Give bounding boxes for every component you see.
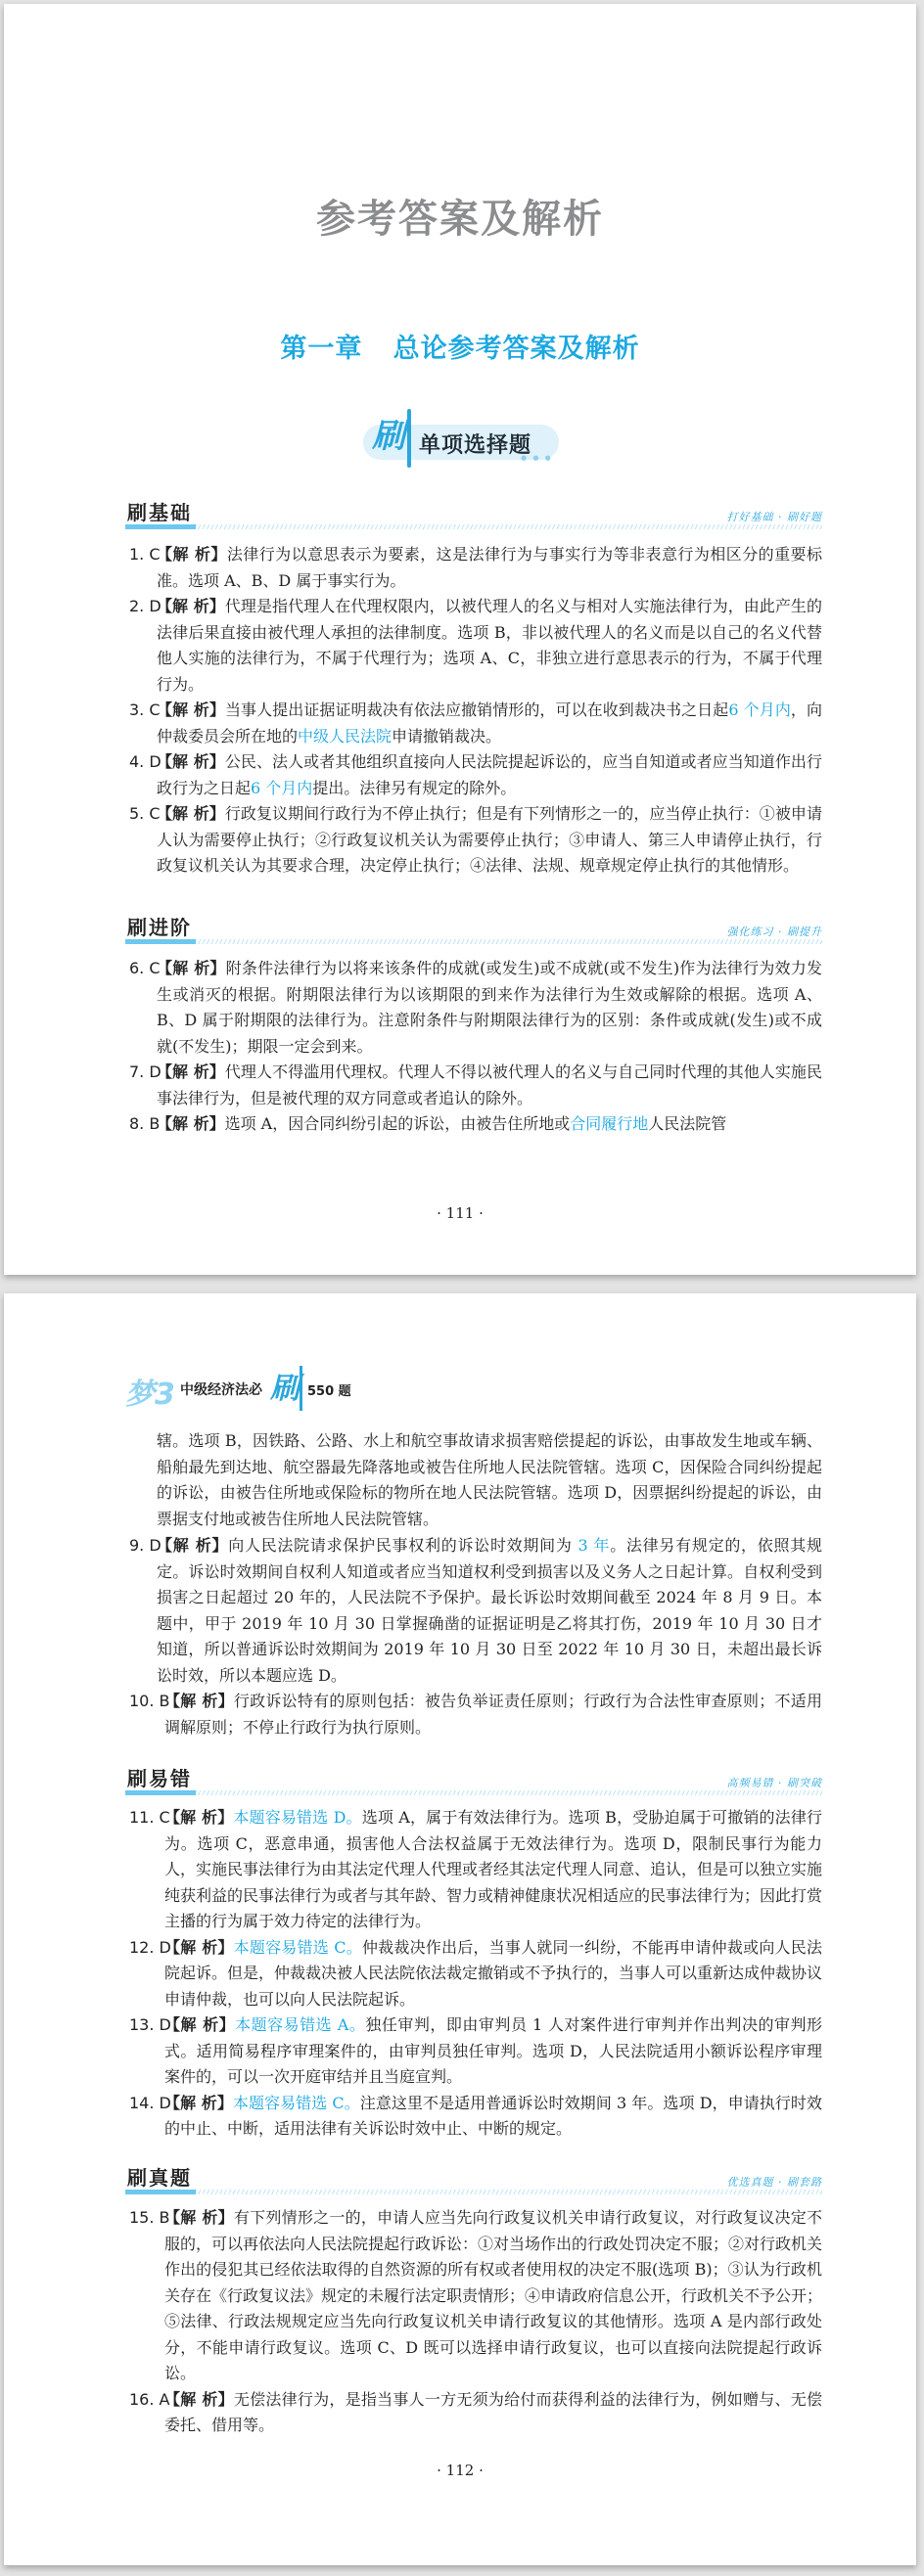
badge-label: 单项选择题 xyxy=(419,433,532,458)
highlighted-text: 本题容易错选 D。 xyxy=(233,1808,362,1827)
analysis-tag: 【解 析】 xyxy=(164,2015,236,2034)
section-bar xyxy=(125,939,196,944)
analysis-text: 独任审判，即由审判员 1 人对案件进行审判并作出判决的审判形式。适用简易程序审理案件的，由审判员独任审判。选项 D，人民法院适用小额诉讼程序审理案件的，可以一次开庭审结并且当庭宣判。 xyxy=(164,2015,822,2086)
brush-stroke-icon xyxy=(300,1366,302,1411)
analysis-text: 有下列情形之一的，申请人应当先向行政复议机关申请行政复议，对行政复议决定不服的，可以再依法向人民法院提起行政诉讼：①对当场作出的行政处罚决定不服；②对行政机关作出的侵犯其已经依法取得的自然资源的所有权或者使用权的决定不服(选项 B)；③认为行政机关存在《行政复议法》规定的未履行法定职责情形；④申请政府信息公开，行政机关不予公开；⑤法律、行政法规规定应当先向行政复议机关申请行政复议的其他情形。选项 A 是内部行政处分，不能申请行政复议。选项 C、D 既可以选择申请行政复议，也可以直接向法院提起行政诉讼。 xyxy=(164,2208,823,2382)
answer-list-basics xyxy=(125,542,822,880)
analysis-text: 附条件法律行为以将来该条件的成就(或发生)或不成就(或不发生)作为法律行为效力发生或消灭的根据。附期限法律行为以该期限的到来作为法律行为生效或解除的根据。选项 A、B、D 属于附期限的法律行为。注意附条件与附期限法律行为的区别：条件或成就(发生)或不成就(不发生)；期限一定会到来。 xyxy=(157,959,822,1056)
analysis-tag: 【解 析】 xyxy=(164,1937,234,1957)
analysis-text: 人民法院管 xyxy=(648,1114,727,1133)
chapter-title: 第一章 总论参考答案及解析 xyxy=(280,334,640,364)
section-header-advanced xyxy=(125,912,822,945)
analysis-text: 。法律另有规定的，依照其规定。诉讼时效期间自权利人知道或者应当知道权利受到损害以及义务人之日起计算。自权利受到损害之日起超过 20 年的，人民法院不予保护。最长诉讼时效期间截至 2024 年 8 月 9 日。本题中，甲于 2019 年 10 月 30 日掌握确凿的证据证明是乙将其打伤，2019 年 10 月 30 日才知道，所以普通诉讼时效期间为 2019 年 10 月 30 日至 2022 年 10 月 30 日，未超出最长诉讼时效，所以本题应选 D。 xyxy=(157,1536,822,1685)
answer-item xyxy=(125,1533,822,1689)
analysis-text: 当事人提出证据证明裁决有依法应撤销情形的，可以在收到裁决书之日起 xyxy=(224,700,729,719)
analysis-tag: 【解 析】 xyxy=(157,1536,229,1555)
analysis-text: 公民、法人或者其他组织直接向人民法院提起诉讼的，应当自知道或者应当知道作出行政行为之日起 xyxy=(157,752,822,797)
answer-item xyxy=(125,1935,822,2013)
answer-list-real-exam xyxy=(125,2205,822,2439)
analysis-text: ，向仲裁委员会所在地的 xyxy=(157,700,822,746)
section-title: 刷易错 xyxy=(127,1767,192,1790)
section-slogan: 强化练习 · 刷提升 xyxy=(726,926,822,938)
running-header xyxy=(125,1364,517,1413)
answer-number: 11. C xyxy=(129,1808,170,1827)
answer-item xyxy=(125,2012,822,2091)
section-hatch xyxy=(196,939,822,944)
section-title: 刷进阶 xyxy=(127,916,192,939)
answer-item xyxy=(125,1805,822,1935)
answer-item xyxy=(125,698,822,749)
answer-number: 13. D xyxy=(129,2015,171,2034)
page-111 xyxy=(4,4,916,1275)
section-slogan: 优选真题 · 刷套路 xyxy=(726,2176,822,2189)
analysis-text: 行政诉讼特有的原则包括：被告负举证责任原则；行政行为合法性审查原则；不适用调解原则；不停止行政行为执行原则。 xyxy=(164,1692,822,1737)
brush-stroke-icon xyxy=(407,409,411,468)
analysis-tag: 【解 析】 xyxy=(157,959,226,977)
analysis-tag: 【解 析】 xyxy=(164,2389,234,2409)
answer-item xyxy=(125,956,822,1060)
question-count: 550 题 xyxy=(307,1384,351,1399)
analysis-text: 注意这里不是适用普通诉讼时效期间 3 年。选项 D，申请执行时效的中止、中断，适用法律有关诉讼时效中止、中断的规定。 xyxy=(164,2093,822,2138)
answer-number: 12. D xyxy=(129,1937,171,1957)
series-logo: 梦3 xyxy=(125,1378,175,1412)
analysis-text: 行政复议期间行政行为不停止执行；但是有下列情形之一的，应当停止执行：①被申请人认为需要停止执行；②行政复议机关认为需要停止执行；③申请人、第三人申请停止执行，行政复议机关认为其要求合理，决定停止执行；④法律、法规、规章规定停止执行的其他情形。 xyxy=(157,804,822,875)
section-slogan: 打好基础 · 刷好题 xyxy=(726,511,822,523)
continuation-block xyxy=(125,1428,822,1532)
analysis-text: 选项 A，属于有效法律行为。选项 B，受胁迫属于可撤销的法律行为。选项 C，恶意串通，损害他人合法权益属于无效法律行为。选项 D，限制民事行为能力人，实施民事法律行为由其法定代理人代理或者经其法定代理人同意、追认，但是可以独立实施纯获利益的民事法律行为或者与其年龄、智力或精神健康状况相适应的民事法律行为；因此打赏主播的行为属于效力待定的法律行为。 xyxy=(164,1808,823,1930)
analysis-text: 选项 A，因合同纠纷引起的诉讼，由被告住所地或 xyxy=(224,1114,571,1133)
answer-item xyxy=(125,2205,822,2387)
section-header-real-exam xyxy=(125,2162,822,2195)
analysis-text: 代理人不得滥用代理权。代理人不得以被代理人的名义与自己同时代理的其他人实施民事法律行为，但是被代理的双方同意或者追认的除外。 xyxy=(157,1062,822,1107)
section-bar xyxy=(125,1790,196,1795)
answer-list-error-prone xyxy=(125,1805,822,2143)
section-header-error-prone xyxy=(125,1763,822,1796)
analysis-text: 申请撤销裁决。 xyxy=(392,726,502,746)
answer-item xyxy=(125,2091,822,2143)
section-hatch xyxy=(196,2190,822,2194)
answer-number: 14. D xyxy=(129,2093,171,2112)
highlighted-text: 中级人民法院 xyxy=(298,726,393,746)
continuation-text: 辖。选项 B，因铁路、公路、水上和航空事故请求损害赔偿提起的诉讼，由事故发生地或车辆、船舶最先到达地、航空器最先降落地或被告住所地人民法院管辖。选项 C，因保险合同纠纷提起的诉讼，由被告住所地或保险标的物所在地人民法院管辖。选项 D，因票据纠纷提起的诉讼，由票据支付地或被告住所地人民法院管辖。 xyxy=(157,1431,822,1528)
answer-number: 9. D xyxy=(129,1536,162,1555)
highlighted-text: 本题容易错选 C。 xyxy=(233,1937,362,1957)
brush-logo-icon: 刷 xyxy=(372,417,405,456)
answer-number: 1. C xyxy=(129,545,161,564)
highlighted-text: 6 个月内 xyxy=(251,778,313,797)
section-bar xyxy=(125,524,196,529)
answer-number: 15. B xyxy=(129,2208,170,2227)
dots-icon: ● ● ● xyxy=(521,454,553,462)
answer-number: 6. C xyxy=(129,959,161,977)
answer-list-advanced-cont xyxy=(125,1533,822,1740)
analysis-tag: 【解 析】 xyxy=(164,1692,234,1710)
highlighted-text: 本题容易错选 A。 xyxy=(235,2015,366,2034)
answer-number: 2. D xyxy=(129,597,162,615)
question-type-badge xyxy=(358,407,564,464)
section-bar xyxy=(125,2190,196,2194)
answer-number: 8. B xyxy=(129,1114,161,1133)
answer-number: 7. D xyxy=(129,1062,162,1081)
answer-item xyxy=(125,1689,822,1740)
analysis-tag: 【解 析】 xyxy=(157,1114,225,1133)
section-hatch xyxy=(196,524,822,529)
section-header-basics xyxy=(125,497,822,530)
analysis-text: 法律行为以意思表示为要素，这是法律行为与事实行为等非表意行为相区分的重要标准。选项 A、B、D 属于事实行为。 xyxy=(157,545,822,590)
answer-item xyxy=(125,801,822,880)
page-112 xyxy=(4,1293,916,2565)
analysis-tag: 【解 析】 xyxy=(157,597,225,615)
page-number: · 112 · xyxy=(437,2462,484,2479)
page-number: · 111 · xyxy=(437,1204,484,1222)
highlighted-text: 合同履行地 xyxy=(570,1114,649,1133)
answer-item xyxy=(125,1060,822,1111)
book-title: 中级经济法必 xyxy=(180,1382,262,1398)
analysis-tag: 【解 析】 xyxy=(157,752,225,771)
answer-item xyxy=(125,1111,822,1138)
answer-number: 3. C xyxy=(129,700,161,719)
answer-item xyxy=(125,2387,822,2439)
main-title: 参考答案及解析 xyxy=(316,197,604,242)
brush-logo-icon: 刷 xyxy=(270,1372,300,1406)
answer-number: 10. B xyxy=(129,1692,170,1710)
analysis-tag: 【解 析】 xyxy=(164,1808,234,1827)
answer-list-advanced xyxy=(125,956,822,1138)
answer-number: 5. C xyxy=(129,804,161,823)
highlighted-text: 3 年 xyxy=(572,1536,611,1555)
analysis-text: 向人民法院请求保护民事权利的诉讼时效期间为 xyxy=(228,1536,573,1555)
answer-item xyxy=(125,542,822,594)
analysis-tag: 【解 析】 xyxy=(157,700,225,719)
section-hatch xyxy=(196,1790,822,1795)
analysis-tag: 【解 析】 xyxy=(157,1062,225,1081)
analysis-text: 代理是指代理人在代理权限内，以被代理人的名义与相对人实施法律行为，由此产生的法律后果直接由被代理人承担的法律制度。选项 B，非以被代理人的名义而是以自己的名义代替他人实施的法律行为，不属于代理行为；选项 A、C，非独立进行意思表示的行为，不属于代理行为。 xyxy=(157,597,822,694)
section-title: 刷基础 xyxy=(127,501,192,524)
analysis-tag: 【解 析】 xyxy=(157,545,227,564)
analysis-tag: 【解 析】 xyxy=(164,2093,233,2112)
answer-item xyxy=(125,749,822,801)
analysis-tag: 【解 析】 xyxy=(164,2208,234,2227)
analysis-text: 提出。法律另有规定的除外。 xyxy=(312,778,517,797)
analysis-tag: 【解 析】 xyxy=(157,804,225,823)
highlighted-text: 本题容易错选 C。 xyxy=(232,2093,360,2112)
answer-number: 16. A xyxy=(129,2389,170,2409)
analysis-text: 仲裁裁决作出后，当事人就同一纠纷，不能再申请仲裁或向人民法院起诉。但是，仲裁裁决被人民法院依法裁定撤销或不予执行的，当事人可以重新达成仲裁协议申请仲裁，也可以向人民法院起诉。 xyxy=(164,1937,823,2009)
answer-number: 4. D xyxy=(129,752,162,771)
section-slogan: 高频易错 · 刷突破 xyxy=(726,1777,822,1789)
highlighted-text: 6 个月内 xyxy=(728,700,791,719)
answer-item xyxy=(125,594,822,698)
analysis-text: 无偿法律行为，是指当事人一方无须为给付而获得利益的法律行为，例如赠与、无偿委托、借用等。 xyxy=(164,2389,822,2434)
section-title: 刷真题 xyxy=(127,2166,192,2190)
